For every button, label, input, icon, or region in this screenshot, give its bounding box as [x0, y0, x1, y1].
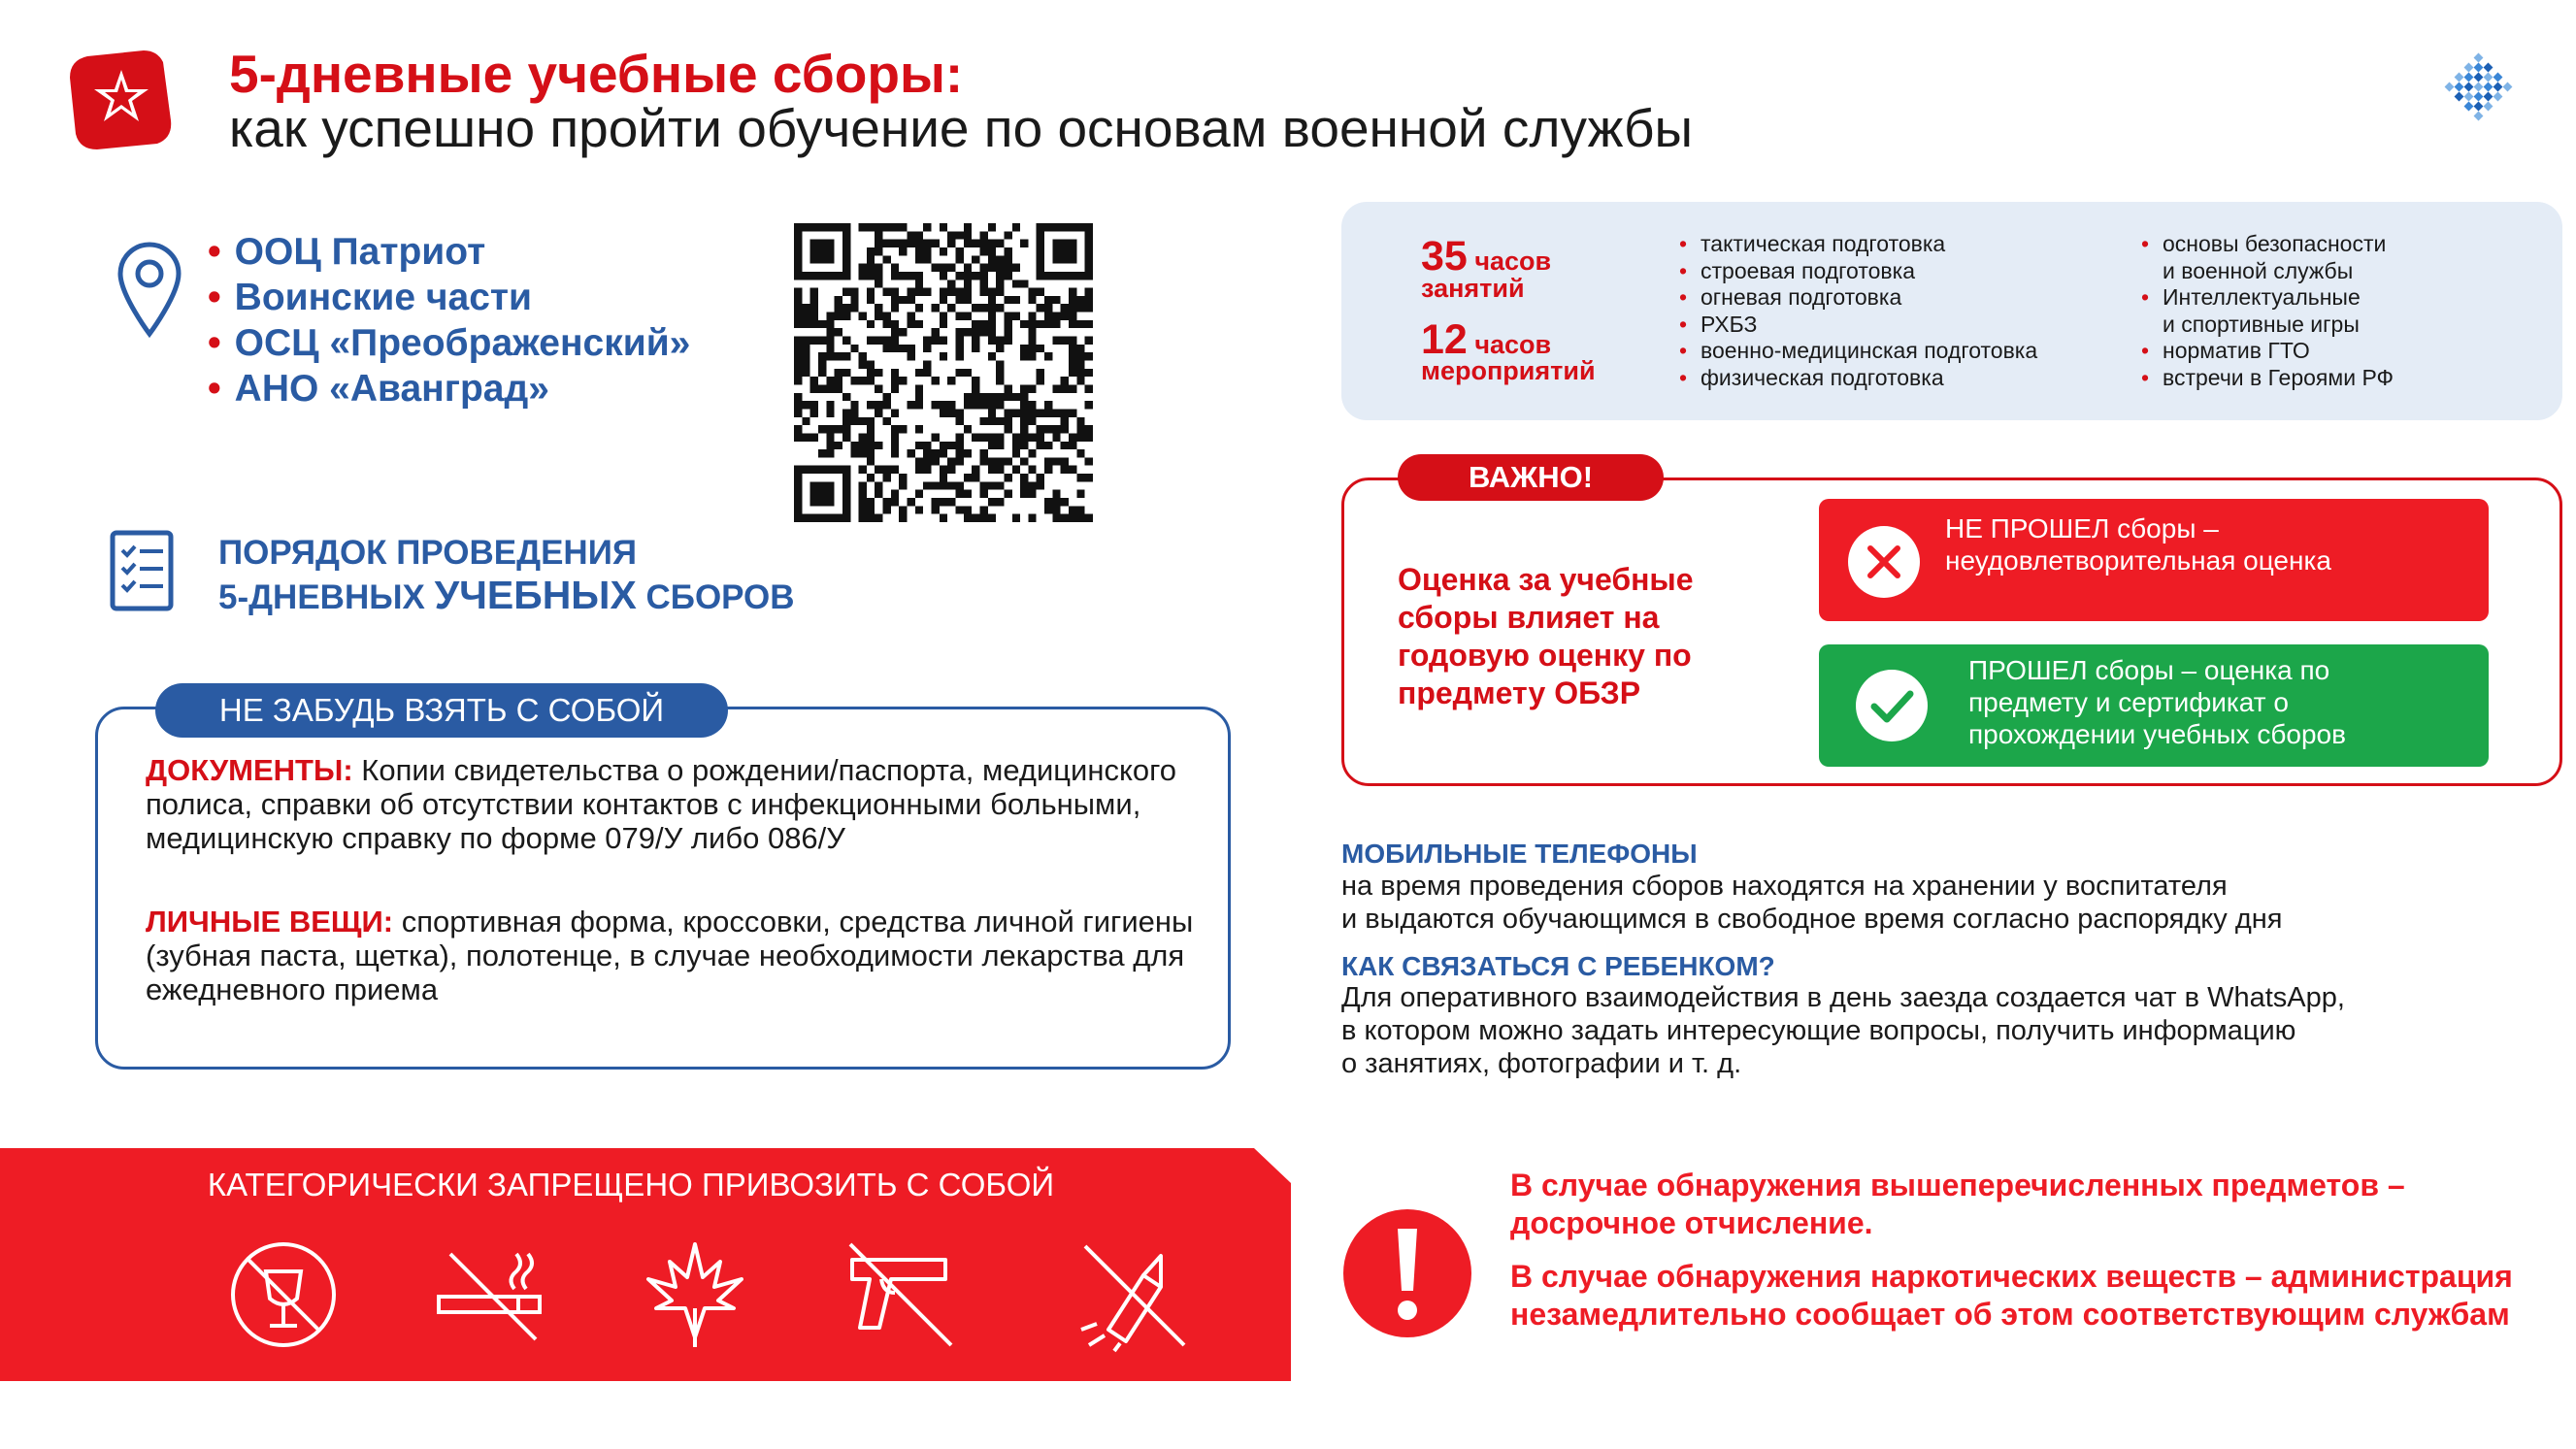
topic-item: и военной службы	[2163, 257, 2354, 283]
check-icon	[1854, 668, 1930, 743]
location-item: • ОСЦ «Преображенский»	[208, 320, 690, 366]
topic-item: • тактическая подготовка	[1677, 231, 2037, 258]
no-smoking-icon	[433, 1236, 549, 1353]
personal-items-text: ЛИЧНЫЕ ВЕЩИ: спортивная форма, кроссовки, средства личной гигиены (зубная паста, щетка), полотенце, в случае необходимости лекарства для ежедневного приема	[146, 905, 1194, 1006]
hours-12: 12 часов	[1421, 316, 1552, 363]
hours-35: 35 часов	[1421, 233, 1552, 280]
topic-item: • РХБЗ	[1677, 312, 2037, 339]
evaluation-text: Оценка за учебные сборы влияет на годовую оценку по предмету ОБЗР	[1398, 562, 1694, 710]
topic-item: и спортивные игры	[2163, 311, 2360, 337]
cross-icon	[1846, 524, 1922, 600]
bring-tab: НЕ ЗАБУДЬ ВЗЯТЬ С СОБОЙ	[155, 683, 728, 738]
topic-item: • физическая подготовка	[1677, 365, 2037, 392]
star-logo-icon	[68, 49, 175, 150]
hours-12-label: мероприятий	[1421, 356, 1596, 385]
page-title: 5-дневные учебные сборы:	[229, 44, 964, 104]
personal-items-label: ЛИЧНЫЕ ВЕЩИ:	[146, 905, 394, 939]
forbidden-title: КАТЕГОРИЧЕСКИ ЗАПРЕЩЕНО ПРИВОЗИТЬ С СОБОЙ	[207, 1167, 1055, 1202]
phones-heading: МОБИЛЬНЫЕ ТЕЛЕФОНЫ	[1341, 839, 1698, 869]
topic-item: • основы безопасности	[2139, 231, 2394, 258]
location-item: • АНО «Аванград»	[208, 366, 690, 412]
fail-text: НЕ ПРОШЕЛ сборы – неудовлетворительная оценка	[1945, 513, 2331, 576]
documents-text: ДОКУМЕНТЫ: Копии свидетельства о рождении/паспорта, медицинского полиса, справки об отсутствии контактов с инфекционными больными, медицинскую справку по форме 079/У либо 086/У	[146, 753, 1177, 855]
map-pin-icon	[115, 241, 184, 338]
topic-item: • встречи в Героями РФ	[2139, 365, 2394, 392]
topic-item: • огневая подготовка	[1677, 284, 2037, 312]
topic-item: • норматив ГТО	[2139, 338, 2394, 365]
topic-item: • строевая подготовка	[1677, 258, 2037, 285]
order-title-line1: ПОРЯДОК ПРОВЕДЕНИЯ	[218, 534, 638, 572]
topics-list-2	[2139, 231, 2394, 391]
diamond-dots-logo-icon	[2440, 49, 2516, 124]
contact-text: Для оперативного взаимодействия в день заезда создается чат в WhatsApp, в котором можно задать интересующие вопросы, получить информацию о занятиях, фотографии и т. д.	[1341, 982, 2345, 1079]
qr-code[interactable]	[794, 223, 1093, 522]
order-title-line2: 5-ДНЕВНЫХ УЧЕБНЫХ СБОРОВ	[218, 573, 795, 617]
important-tab: ВАЖНО!	[1398, 454, 1664, 501]
topic-item: • военно-медицинская подготовка	[1677, 338, 2037, 365]
checklist-icon	[109, 529, 179, 612]
hours-35-label: занятий	[1421, 274, 1525, 303]
page-subtitle: как успешно пройти обучение по основам военной службы	[229, 98, 1694, 158]
phones-text: на время проведения сборов находятся на хранении у воспитателя и выдаются обучающимся в свободное время согласно распорядку дня	[1341, 871, 2283, 935]
topics-list-1	[1677, 231, 2037, 391]
no-drugs-icon	[637, 1236, 753, 1353]
no-alcohol-icon	[225, 1236, 342, 1353]
no-fireworks-icon	[1075, 1236, 1192, 1353]
exclamation-icon	[1341, 1207, 1473, 1339]
location-item: • ООЦ Патриот	[208, 229, 690, 275]
no-weapons-icon	[842, 1236, 959, 1353]
warning-text-2: В случае обнаружения наркотических веществ – администрация незамедлительно сообщает об этом соответствующим службам	[1510, 1259, 2513, 1332]
contact-heading: КАК СВЯЗАТЬСЯ С РЕБЕНКОМ?	[1341, 951, 1775, 981]
locations-list	[208, 229, 690, 412]
pass-text: ПРОШЕЛ сборы – оценка по предмету и сертификат о прохождении учебных сборов	[1968, 655, 2346, 749]
topic-item: • Интеллектуальные	[2139, 284, 2394, 312]
warning-text-1: В случае обнаружения вышеперечисленных предметов – досрочное отчисление.	[1510, 1168, 2405, 1240]
location-item: • Воинские части	[208, 275, 690, 320]
documents-label: ДОКУМЕНТЫ:	[146, 753, 353, 787]
